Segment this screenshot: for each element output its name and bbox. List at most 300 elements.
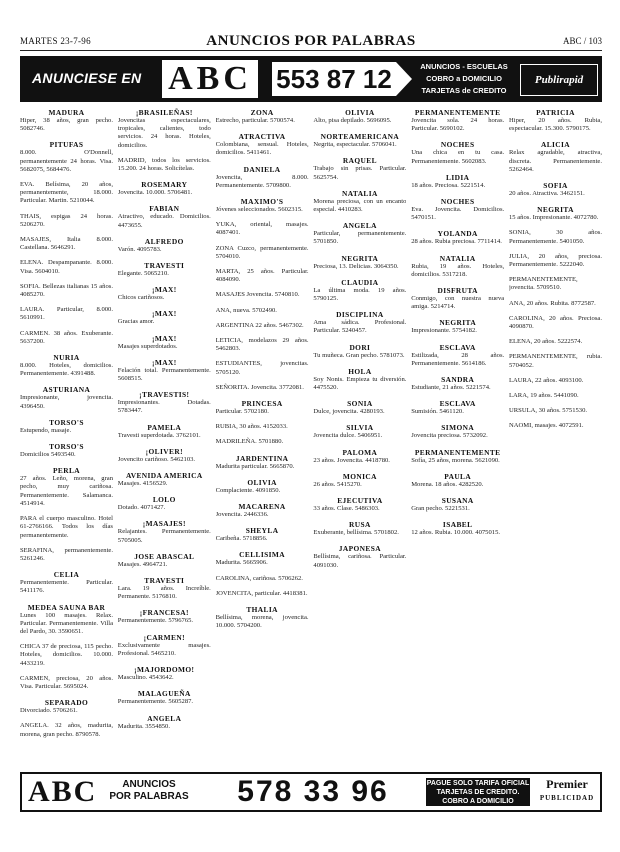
banner-phone: 553 87 12 bbox=[272, 62, 396, 96]
ad-heading: TRAVESTI bbox=[144, 576, 185, 586]
classified-ad bbox=[20, 603, 113, 637]
ad-text: Bellísima, morena, jovencita. 10.000. 5704200. bbox=[215, 614, 309, 630]
ad-text: ELENA, 20 años. 5222574. bbox=[509, 338, 583, 346]
classified-ad bbox=[118, 495, 211, 512]
classified-ad bbox=[313, 189, 406, 214]
arrow-icon bbox=[396, 62, 412, 96]
ad-text: Lunes 100 masajes. Relax. Particular. Permanentemente. Villa del Pardo, 30. 3590651. bbox=[20, 611, 113, 635]
classified-ad bbox=[118, 157, 211, 173]
publirapid-logo: Publirapid bbox=[520, 64, 598, 96]
page-number: ABC / 103 bbox=[562, 36, 602, 46]
footer-anuncios-line: POR PALABRAS bbox=[109, 791, 189, 802]
classified-ad bbox=[313, 399, 406, 416]
classified-ad bbox=[20, 442, 113, 459]
ad-text: Impresionante. 5754182. bbox=[411, 327, 477, 335]
ad-heading: ANGELA bbox=[342, 221, 377, 231]
classified-ad bbox=[313, 544, 406, 569]
ad-text: YUKA, oriental, masajes. 4087401. bbox=[215, 221, 309, 237]
classified-ad bbox=[118, 334, 211, 351]
classified-ad bbox=[216, 575, 309, 583]
ad-heading: ¡FRANCESA! bbox=[139, 608, 189, 618]
footer-anuncios-line: ANUNCIOS bbox=[122, 779, 176, 790]
ad-text: Gracias amor. bbox=[117, 318, 155, 326]
ad-text: 15 años. Impresionante. 4072780. bbox=[509, 214, 599, 222]
ad-text: Caribeña. 5718856. bbox=[215, 535, 268, 543]
classified-ad bbox=[509, 338, 602, 346]
classified-ad bbox=[118, 471, 211, 488]
classified-ad bbox=[313, 448, 406, 465]
ad-text: Soy Nonis. Empieza tu diversión. 4475520. bbox=[313, 375, 407, 392]
ad-heading: SHEYLA bbox=[245, 526, 279, 536]
ad-text: Masajes. 4964721. bbox=[117, 560, 168, 568]
classified-ad bbox=[313, 310, 406, 335]
ad-heading: LOLO bbox=[152, 495, 176, 505]
tarifa-line: TARJETAS DE CREDITO. COBRO A DOMICILIO bbox=[436, 789, 520, 805]
service-line: ANUNCIOS - ESCUELAS bbox=[420, 62, 508, 71]
ad-heading: PERLA bbox=[52, 466, 81, 476]
ad-text: Estupendo, masaje. bbox=[20, 426, 72, 434]
classified-ad bbox=[411, 140, 504, 165]
footer-anuncios bbox=[104, 779, 194, 803]
ad-text: Jovencita, 8.000. Permanentemente. 5709800. bbox=[215, 173, 309, 189]
classified-ad bbox=[216, 590, 309, 598]
service-line: TARJETAS de CREDITO bbox=[421, 86, 507, 95]
ad-heading: NURIA bbox=[53, 353, 80, 363]
ad-heading: CELIA bbox=[53, 570, 80, 580]
classified-ad bbox=[216, 360, 309, 376]
classified-ad bbox=[509, 181, 602, 198]
banner-services bbox=[418, 61, 510, 97]
ad-heading: RAQUEL bbox=[342, 156, 377, 166]
classified-ad bbox=[20, 213, 113, 229]
ad-text: Jovencita. 10.000. 5706481. bbox=[117, 189, 193, 197]
ad-heading: ¡MAX! bbox=[152, 357, 177, 367]
ad-text: SEÑORITA. Jovencita. 3772081. bbox=[215, 383, 304, 391]
classified-ad bbox=[118, 423, 211, 440]
ad-text: 18 años. Preciosa. 5221514. bbox=[411, 181, 486, 189]
ad-heading: PRINCESA bbox=[241, 399, 283, 409]
ad-text: Sofía, 25 años, morena. 5621090. bbox=[411, 456, 500, 464]
ad-text: JOVENCITA, particular. 4418381. bbox=[215, 589, 308, 597]
ad-text: Felación total. Permanentemente. 5608515. bbox=[117, 366, 211, 383]
ad-heading: PAULA bbox=[444, 471, 472, 481]
ad-text: Permanentemente. 5796765. bbox=[117, 617, 194, 625]
ad-heading: ¡TRAVESTIS! bbox=[139, 390, 190, 400]
classified-ad bbox=[216, 478, 309, 495]
classified-ad bbox=[118, 552, 211, 569]
classified-ad bbox=[20, 418, 113, 435]
ad-heading: FABIAN bbox=[149, 204, 180, 214]
ad-heading: TORSO'S bbox=[49, 417, 84, 427]
ad-heading: NATALIA bbox=[341, 188, 378, 198]
ad-text: 8.000. Hoteles, domicilios. Permanentemente. 4391488. bbox=[20, 362, 113, 378]
ad-heading: MONICA bbox=[342, 471, 377, 481]
classified-ad bbox=[509, 205, 602, 222]
ad-heading: ANGELA bbox=[147, 713, 182, 723]
premier-sub: PUBLICIDAD bbox=[539, 794, 595, 802]
classified-ad bbox=[216, 108, 309, 125]
classified-ad bbox=[20, 353, 113, 378]
premier-logo bbox=[536, 777, 598, 805]
bottom-banner-ad bbox=[20, 772, 602, 812]
ad-text: Exclusivamente masajes. Profesional. 5465210. bbox=[117, 641, 211, 657]
classified-ad bbox=[313, 367, 406, 392]
ad-text: LAURA, 22 años. 4093100. bbox=[509, 376, 584, 384]
classified-ad bbox=[216, 337, 309, 353]
ad-text: Tu muñeca. Gran pecho. 5781073. bbox=[313, 351, 405, 359]
classified-ad bbox=[216, 132, 309, 157]
ad-text: Rubia, 19 años. Hoteles, domicilios. 5317218. bbox=[411, 262, 505, 278]
column-2 bbox=[118, 108, 211, 768]
ad-heading: ¡MAX! bbox=[152, 333, 177, 343]
ad-text: SOFIA. Bellezas italianas 15 años. 4085270. bbox=[20, 282, 113, 299]
classified-ad bbox=[20, 515, 113, 540]
ad-text: Morena. 18 años. 4282520. bbox=[411, 480, 484, 488]
ad-heading: THALIA bbox=[246, 605, 278, 615]
ad-text: Jovencito cariñoso. 5462103. bbox=[117, 455, 196, 463]
ad-text: ANA, 20 años. Rubita. 8772587. bbox=[509, 299, 596, 307]
ad-text: 23 años. Jovencita. 4418780. bbox=[313, 456, 390, 464]
column-5 bbox=[411, 108, 504, 768]
classified-ad bbox=[118, 180, 211, 197]
ad-heading: AVENIDA AMERICA bbox=[125, 471, 203, 481]
classified-ad bbox=[313, 108, 406, 125]
classified-ad bbox=[118, 261, 211, 278]
ad-text: Particular, permanentemente. 5701850. bbox=[313, 230, 407, 246]
ad-heading: MALAGUEÑA bbox=[137, 689, 191, 699]
classified-ad bbox=[118, 309, 211, 326]
classified-ad bbox=[509, 108, 602, 133]
ad-text: Impresionante, jovencita. 4396450. bbox=[20, 394, 113, 410]
classified-ad bbox=[20, 675, 113, 691]
ad-heading: SUSANA bbox=[441, 496, 474, 506]
ad-text: CARMEN. 38 años. Exuberante. 5637200. bbox=[20, 329, 113, 345]
ad-heading: MADURA bbox=[48, 108, 85, 117]
classified-ad bbox=[118, 665, 211, 682]
classified-ad bbox=[313, 132, 406, 149]
ad-heading: DISFRUTA bbox=[437, 286, 478, 296]
ad-heading: ISABEL bbox=[442, 520, 473, 530]
ad-text: ELENA. Despampanante. 8.000. Visa. 5604010. bbox=[20, 259, 113, 275]
ad-text: MASAJES Jovencita. 5740810. bbox=[215, 291, 300, 299]
ad-text: 12 años. Rubia. 10.000. 4075015. bbox=[411, 529, 501, 537]
classified-ad bbox=[411, 197, 504, 222]
classified-ad bbox=[216, 384, 309, 392]
classified-ad bbox=[118, 204, 211, 229]
ad-heading: CLAUDIA bbox=[341, 277, 379, 287]
ad-text: CAROLINA, cariñosa. 5706262. bbox=[215, 574, 303, 582]
ad-text: EVA. Belísima, 20 años, permanentemente, 18.000. Particular. Martin. 5210044. bbox=[20, 181, 113, 205]
ad-text: Domicilios 5493540. bbox=[20, 451, 76, 459]
ad-heading: SONIA bbox=[347, 399, 373, 409]
ad-heading: SOFIA bbox=[543, 181, 568, 191]
classified-ad bbox=[118, 519, 211, 544]
classified-ad bbox=[118, 714, 211, 731]
ad-heading: NEGRITA bbox=[439, 318, 477, 328]
classified-ad bbox=[118, 108, 211, 150]
ad-heading: SEPARADO bbox=[44, 698, 89, 708]
classified-ad bbox=[411, 472, 504, 489]
classified-ad bbox=[20, 547, 113, 563]
ad-text: Preciosa, 13. Delicias. 3064350. bbox=[313, 262, 399, 270]
classified-ad bbox=[411, 343, 504, 368]
ad-text: Jovencita dulce. 5406951. bbox=[313, 432, 383, 440]
ad-heading: ¡CARMEN! bbox=[143, 632, 185, 642]
ad-text: MASAJES, Italia 8.000. Castellana. 5646291. bbox=[20, 236, 113, 252]
classified-ad bbox=[411, 375, 504, 392]
ad-text: Bellísima, cariñosa. Particular. 4091030. bbox=[313, 553, 407, 569]
ad-heading: ¡MAX! bbox=[152, 285, 177, 295]
classified-ad bbox=[509, 422, 602, 430]
ad-text: Jovencita sola. 24 horas. Particular. 5690102. bbox=[411, 117, 505, 133]
classified-ad bbox=[118, 633, 211, 658]
abc-logo: ABC bbox=[162, 60, 258, 98]
classified-ad bbox=[216, 423, 309, 431]
classified-ad bbox=[313, 496, 406, 513]
ad-text: LARA, 19 años. 5441090. bbox=[509, 392, 579, 400]
ad-text: LAURA. Particular, 8.000. 5610991. bbox=[20, 306, 113, 322]
ad-text: Impresionantes. Dotadas. 5783447. bbox=[117, 399, 211, 415]
classified-ad bbox=[20, 385, 113, 410]
ad-heading: NOCHES bbox=[440, 140, 475, 150]
classified-ad bbox=[313, 343, 406, 360]
section-title: ANUNCIOS POR PALABRAS bbox=[206, 33, 416, 49]
ad-text: Lara. 19 años. Increíble. Permanente. 5176810. bbox=[117, 585, 211, 601]
ad-text: Una chica en tu casa. Permanentemente. 5602083. bbox=[411, 149, 505, 165]
ad-text: Hiper, 20 años. Rubia, espectacular. 15.300. 5790175. bbox=[509, 117, 602, 133]
classified-ad bbox=[20, 259, 113, 275]
ad-heading: PITUFAS bbox=[49, 140, 84, 150]
service-line: COBRO a DOMICILIO bbox=[426, 74, 502, 83]
ad-heading: NOCHES bbox=[440, 197, 475, 207]
ad-heading: LIDIA bbox=[446, 172, 470, 182]
classified-ad bbox=[411, 173, 504, 190]
classified-ad bbox=[118, 285, 211, 302]
ad-heading: NATALIA bbox=[439, 253, 476, 263]
ad-heading: ¡MAX! bbox=[152, 309, 177, 319]
ad-text: Jovencitas espectaculares, tropicales, calientes, todo servicios. 24 horas. Hoteles, domicilios. bbox=[117, 117, 211, 149]
ad-text: MADRILEÑA. 5701880. bbox=[215, 438, 284, 446]
classified-ad bbox=[118, 390, 211, 415]
classified-ad bbox=[216, 165, 309, 190]
column-3 bbox=[216, 108, 309, 768]
column-4 bbox=[313, 108, 406, 768]
ad-heading: NEGRITA bbox=[537, 205, 574, 215]
ad-text: Dulce, jovencita. 4280193. bbox=[313, 408, 385, 416]
classified-ad bbox=[20, 283, 113, 299]
ad-heading: ASTURIANA bbox=[42, 385, 91, 395]
ad-heading: ATRACTIVA bbox=[238, 132, 286, 142]
ad-text: MADRID, todos los servicios. 15.200. 24 horas. Solicítelas. bbox=[117, 156, 211, 173]
ad-text: Masculino. 4543642. bbox=[117, 674, 174, 682]
ad-text: Conmigo, con nuestra nueva amiga. 5214714. bbox=[411, 295, 505, 311]
ad-text: Permanentemente. 5605287. bbox=[117, 698, 194, 706]
banner-anunciese: ANUNCIESE EN bbox=[32, 70, 142, 86]
classified-ad bbox=[509, 377, 602, 385]
classified-ad bbox=[509, 392, 602, 400]
ad-heading: ESCLAVA bbox=[439, 342, 476, 352]
ad-text: NAOMI, masajes. 4072591. bbox=[509, 422, 584, 430]
classified-ad bbox=[20, 236, 113, 252]
ad-heading: ALFREDO bbox=[144, 236, 184, 246]
ad-text: Colombiana, sensual. Hoteles, domicilios. 5411461. bbox=[215, 141, 309, 157]
ad-heading: MEDEA SAUNA BAR bbox=[27, 602, 106, 612]
ad-text: ESTUDIANTES, jovencitas. 5705120. bbox=[215, 360, 309, 376]
classified-ad bbox=[509, 353, 602, 369]
ad-heading: ROSEMARY bbox=[141, 180, 188, 190]
classified-ad bbox=[216, 605, 309, 630]
ad-text: 26 años. 5415270. bbox=[313, 480, 362, 488]
ad-text: Elegante. 5065210. bbox=[117, 270, 169, 278]
classified-ad bbox=[313, 472, 406, 489]
ad-text: PARA el cuerpo masculino. Hotel 61-2766166. Todos los días permanentemente. bbox=[20, 515, 113, 539]
classified-ad bbox=[509, 229, 602, 245]
classified-ad bbox=[118, 689, 211, 706]
classified-ad bbox=[411, 229, 504, 246]
ad-text: Exuberante, bellísima. 5701802. bbox=[313, 529, 399, 537]
ad-heading: EJECUTIVA bbox=[337, 496, 383, 506]
ad-text: CARMEN, preciosa, 20 años. Visa. Particular. 5695024. bbox=[20, 674, 113, 690]
ad-heading: PERMANENTEMENTE bbox=[414, 108, 501, 117]
ad-text: CAROLINA, 20 años. Preciosa. 4090870. bbox=[509, 314, 602, 331]
ad-text: SERAFINA, permanentemente. 5261246. bbox=[20, 546, 113, 562]
ad-text: Particular. 5702180. bbox=[215, 408, 269, 416]
classified-ad bbox=[118, 576, 211, 601]
classified-ad bbox=[509, 276, 602, 292]
classified-ad bbox=[216, 307, 309, 315]
ad-text: Madurita particular. 5665870. bbox=[215, 462, 295, 470]
classified-ad bbox=[216, 454, 309, 471]
ad-text: Estrecho, particular. 5700574. bbox=[215, 117, 295, 124]
footer-tarifa bbox=[426, 778, 530, 806]
ad-text: Jovencita preciosa. 5732092. bbox=[411, 432, 488, 440]
classified-ad bbox=[216, 322, 309, 330]
ad-text: 20 años. Atractiva. 3462151. bbox=[509, 190, 585, 198]
ad-text: ZONA Cuzco, permanentemente. 5704010. bbox=[215, 244, 309, 260]
ad-heading: ¡BRASILEÑAS! bbox=[135, 108, 193, 117]
classified-ad bbox=[20, 330, 113, 346]
ad-text: 8.000. O'Donnell, permanentemente 24 horas. Visa. 5682075, 5684476. bbox=[20, 149, 113, 173]
ad-heading: RUSA bbox=[349, 520, 371, 530]
ad-text: Jóvenes seleccionados. 5602315. bbox=[215, 206, 303, 214]
ad-heading: SIMONA bbox=[441, 423, 475, 433]
ad-heading: JOSE ABASCAL bbox=[134, 551, 195, 561]
classified-ad bbox=[509, 140, 602, 174]
classified-ad bbox=[20, 570, 113, 595]
ad-heading: YOLANDA bbox=[437, 229, 478, 239]
ad-heading: SILVIA bbox=[346, 423, 374, 433]
premier-brand: Premier bbox=[546, 777, 588, 791]
ad-heading: OLIVIA bbox=[345, 108, 375, 117]
classified-ad bbox=[509, 300, 602, 308]
ad-text: CHICA 37 de preciosa, 115 pecho. Hoteles, domicilios. 10.000. 4433219. bbox=[20, 643, 113, 667]
ad-text: Dotado. 4071427. bbox=[117, 504, 166, 512]
ad-text: Estudiante, 21 años. 5221574. bbox=[411, 384, 491, 392]
ad-text: RUBIA, 30 años. 4152033. bbox=[215, 423, 288, 431]
ad-heading: ¡MAJORDOMO! bbox=[134, 665, 195, 675]
ad-text: La última moda. 19 años. 5790125. bbox=[313, 286, 407, 303]
ad-heading: JARDENTINA bbox=[235, 453, 289, 463]
ad-text: Atractivo, educado. Domicilios. 4473655. bbox=[117, 213, 211, 229]
classified-ad bbox=[20, 643, 113, 668]
ad-text: 28 años. Rubia preciosa. 7711414. bbox=[411, 238, 502, 246]
classified-ad bbox=[411, 448, 504, 465]
ad-text: 33 años. Clase. 5486303. bbox=[313, 505, 380, 513]
ad-text: Ama sádica. Profesional. Particular. 5240457. bbox=[313, 319, 407, 335]
classified-ad bbox=[313, 254, 406, 271]
ad-text: Madurita. 3554850. bbox=[117, 722, 170, 730]
ad-heading: NORTEAMERICANA bbox=[320, 132, 400, 142]
ad-text: LETICIA, modelazos 29 años. 5462803. bbox=[215, 337, 309, 353]
ad-heading: CELLISIMA bbox=[239, 550, 286, 560]
ad-text: Masajes. 4156529. bbox=[117, 480, 168, 488]
classified-ad bbox=[509, 253, 602, 269]
ad-text: Gran pecho. 5221531. bbox=[411, 505, 470, 513]
issue-date: MARTES 23-7-96 bbox=[20, 36, 91, 46]
ad-heading: PERMANENTEMENTE bbox=[414, 447, 501, 457]
classified-ad bbox=[216, 221, 309, 237]
classified-ad bbox=[313, 221, 406, 246]
classified-ad bbox=[20, 140, 113, 174]
classified-ad bbox=[313, 423, 406, 440]
ad-text: Estilizada, 28 años. Permanentemente. 5614186. bbox=[411, 351, 505, 367]
top-banner-ad bbox=[20, 56, 602, 102]
ad-heading: OLIVIA bbox=[247, 477, 277, 487]
ad-heading: TRAVESTI bbox=[144, 261, 185, 271]
ad-heading: PATRICIA bbox=[536, 108, 575, 117]
ad-heading: DISCIPLINA bbox=[336, 310, 384, 320]
ad-heading: MACARENA bbox=[238, 502, 286, 512]
ad-text: Chicos cariñosos. bbox=[117, 294, 165, 302]
classified-ad bbox=[118, 358, 211, 383]
ad-text: 27 años. Leño, morena, gran pecho, muy cariñosa. Permanentemente. Salamanca. 4514914. bbox=[20, 475, 113, 507]
ad-text: URSULA, 30 años. 5751530. bbox=[509, 407, 588, 415]
ad-heading: DORI bbox=[349, 342, 371, 352]
ad-text: MARTA, 25 años. Particular. 4084090. bbox=[215, 268, 309, 284]
classified-columns bbox=[20, 108, 602, 768]
ad-heading: SANDRA bbox=[441, 375, 475, 385]
classified-ad bbox=[411, 520, 504, 537]
classified-ad bbox=[216, 502, 309, 519]
ad-heading: JAPONESA bbox=[338, 544, 381, 554]
ad-text: ANA, nueva. 5702490. bbox=[215, 306, 277, 314]
ad-heading: PAMELA bbox=[147, 422, 182, 432]
footer-phone: 578 33 96 bbox=[237, 775, 389, 808]
ad-heading: DANIELA bbox=[243, 164, 281, 174]
ad-text: Travesti superdotada. 3762101. bbox=[117, 431, 201, 439]
ad-text: Varón. 4095783. bbox=[117, 245, 162, 253]
classified-ad bbox=[509, 315, 602, 331]
ad-text: Eva. Jovencita. Domicilios. 5470151. bbox=[411, 206, 505, 222]
ad-text: Trabajo sin prisas. Particular. 5625754. bbox=[313, 165, 407, 181]
classified-ad bbox=[20, 181, 113, 206]
ad-text: SONIA, 30 años. Permanentemente. 5401050. bbox=[509, 229, 602, 245]
classified-ad bbox=[20, 722, 113, 738]
classified-ad bbox=[411, 254, 504, 279]
classified-ad bbox=[509, 407, 602, 415]
ad-text: PERMANENTEMENTE, rubia. 5704052. bbox=[509, 353, 602, 369]
classified-ad bbox=[216, 245, 309, 261]
classified-ad bbox=[118, 608, 211, 625]
ad-heading: ¡MASAJES! bbox=[142, 519, 186, 529]
classified-ad bbox=[216, 399, 309, 416]
classified-ad bbox=[411, 286, 504, 311]
ad-text: Alto, pisa depilado. 5696095. bbox=[313, 117, 392, 124]
classified-ad bbox=[411, 108, 504, 133]
ad-heading: ZONA bbox=[250, 108, 274, 117]
ad-text: Relax agradable, atractiva, discreta. Permanentemente. 5262464. bbox=[509, 149, 602, 173]
tarifa-line: PAGUE SOLO TARIFA OFICIAL bbox=[426, 780, 530, 787]
